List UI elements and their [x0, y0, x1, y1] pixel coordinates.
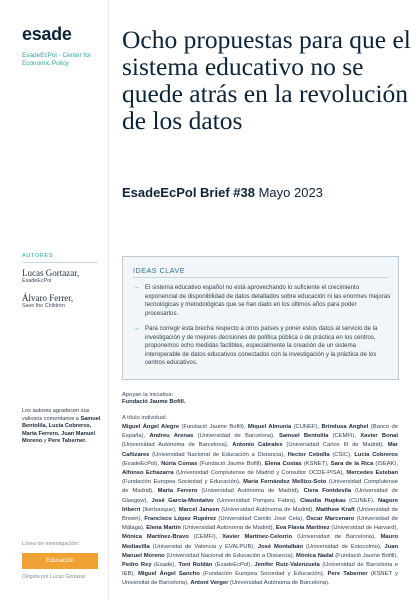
- contributor-name: Marcel Jansen: [178, 506, 220, 513]
- contributor-name: Miquel Almunia: [247, 424, 292, 430]
- contributor-affiliation: (EsadeEcPol),: [122, 460, 162, 467]
- esade-logo: esade: [22, 24, 72, 44]
- contributor-name: Francisco López Rupérez: [144, 516, 217, 523]
- research-line-badge[interactable]: Educación: [22, 553, 98, 569]
- contributor-name: Jenifer Ruiz-Valenzuela: [254, 562, 320, 569]
- author-entry: [22, 268, 102, 285]
- center-name: EsadeEcPol - Center for Economic Policy: [22, 52, 91, 67]
- contributor-affiliation: (Universidad Complutense de Madrid y Consultor OCDE-PISA),: [173, 470, 347, 477]
- contributor-affiliation: (Ikerbasque),: [140, 506, 179, 513]
- contributor-affiliation: (ISEAK),: [373, 460, 398, 467]
- key-idea-item: [133, 284, 391, 318]
- contributor-affiliation: (Esade),: [151, 562, 179, 569]
- contributor-name: Claudia Hupkau: [300, 497, 346, 504]
- contributor-affiliation: (Universidad Carlos III de Madrid),: [282, 442, 388, 449]
- contributor-affiliation: (CUNEF),: [345, 497, 379, 504]
- contributor-name: Xavier Bonal: [360, 433, 399, 440]
- contributor-name: Óscar Marcenaro: [306, 516, 355, 523]
- acknowledgements-last-name: Pere Taberner.: [48, 438, 87, 445]
- contributor-affiliation: (Universidad Complutense de Madrid),: [122, 479, 398, 495]
- contributor-name: José García-Montalvo: [151, 497, 214, 504]
- support-value: Fundació Jaume Bofill.: [122, 399, 186, 405]
- contributor-name: Mónica Martínez-Bravo: [122, 534, 189, 541]
- contributor-affiliation: (Universidad Autónoma de Barcelona).: [228, 580, 330, 587]
- contributor-affiliation: (KSNET y Universitat de Barcelona),: [122, 571, 398, 587]
- contributor-affiliation: (CSIC),: [329, 451, 355, 458]
- authors-label: AUTORES: [22, 253, 54, 259]
- contributor-affiliation: (Universidad Camilo José Cela),: [216, 516, 307, 523]
- acknowledgements-connector: y: [43, 438, 47, 445]
- research-line-label: Línea de investigación:: [22, 541, 80, 547]
- contributor-name: Xavier Martínez-Celorrio: [222, 534, 293, 541]
- contributor-affiliation: (Universidad de Barcelona),: [193, 433, 279, 440]
- acknowledgements: [22, 408, 102, 446]
- key-ideas-title: IDEAS CLAVE: [133, 266, 186, 275]
- contributor-name: Alfonso Echazarra: [122, 470, 174, 477]
- author-entry: [22, 293, 102, 310]
- contributor-name: Mercedes Esteban: [346, 470, 398, 477]
- brief-date: Mayo 2023: [258, 185, 323, 200]
- contributor-affiliation: (Universidad de Estocolmo),: [303, 543, 385, 550]
- contributor-affiliation: (Universidad Autónoma de Madrid),: [197, 488, 304, 495]
- contributor-affiliation: (Fundació Jaume Bofill),: [197, 460, 265, 467]
- contributor-name: Pere Taberner: [327, 571, 368, 578]
- contributor-name: Hector Cebolla: [287, 451, 330, 458]
- sidebar: [0, 0, 100, 600]
- authors-divider: [22, 262, 98, 263]
- acknowledgements-intro: Los autores agradecen sus valiosos comentarios a: [22, 408, 90, 422]
- contributor-affiliation: (Universidad Autónoma de Madrid),: [219, 506, 316, 513]
- contributor-name: Núria Comas: [161, 460, 198, 467]
- key-idea-text: Para corregir esta brecha respecto a otros países y poner estos datos al servicio de la investigación y de mejores decisiones de política pública o de práctica en los centros, proponemos ocho medidas factibles, especialmente la creación de un sistema interoperable de datos educativos conectados con la investigación y la práctica de los centros educativos.: [145, 325, 378, 366]
- contributor-affiliation: (Fundació Jaume Bofill),: [179, 424, 248, 430]
- contributor-name: Brindusa Anghel: [321, 424, 369, 430]
- contributor-affiliation: (Universidad Pompeu Fabra),: [213, 497, 301, 504]
- contributor-affiliation: (Universidad Autónoma de Barcelona),: [122, 442, 233, 449]
- contributor-affiliation: (Universidad Autónoma de Madrid),: [180, 525, 276, 532]
- contributor-name: Samuel Bentolila: [278, 433, 329, 440]
- contributor-name: Lucía Cobreros: [354, 451, 398, 458]
- contributor-affiliation: (KSNET),: [301, 460, 331, 467]
- contributor-name: Pedro Rey: [122, 562, 152, 569]
- contributor-affiliation: (Universitat de Valencia y EVALPUB),: [149, 543, 258, 550]
- contributor-affiliation: (Fundación Europea Sociedad y Educación),: [199, 571, 328, 578]
- research-line-director: Dirigida por Lucas Gortazar: [22, 574, 86, 580]
- contributor-name: Miguel Ángel Alegre: [122, 424, 180, 430]
- contributor-name: José Montalbán: [257, 543, 304, 550]
- author-affiliation: Save the Children: [22, 303, 65, 309]
- contributor-name: Mónica Nadal: [296, 552, 334, 559]
- contributor-name: Mar Cañizares: [122, 442, 398, 458]
- contributor-name: Ciera Fontdevila: [303, 488, 352, 495]
- contributor-affiliation: (Universidad de Barcelona),: [292, 534, 381, 541]
- key-idea-text: El sistema educativo español no está aprovechando lo suficiente el crecimiento exponencial de disponibilidad de datos detallados sobre educación ni las enormes mejoras tecnológicas y metodológicas que se han dado en los últimos años para poder procesarlos.: [145, 284, 391, 317]
- contributor-affiliation: (Universidad de Harvard),: [329, 525, 399, 532]
- key-ideas-box: [122, 256, 399, 380]
- contributor-affiliation: (Universidad de Brown),: [122, 506, 398, 523]
- contributor-name: Matthew Kraft: [316, 506, 355, 513]
- contributor-name: Sara de la Rica: [330, 460, 374, 467]
- contributor-name: Antonio Cabrales: [232, 442, 283, 449]
- arrow-right-icon: →: [133, 284, 140, 291]
- contributor-affiliation: (Universidad de Málaga),: [122, 516, 399, 532]
- contributor-affiliation: (Fundación Europea Sociedad y Educación),: [122, 479, 244, 486]
- contributor-affiliation: (CEMFI),: [328, 433, 361, 440]
- contributor-name: Toni Roldán: [178, 562, 213, 569]
- contributor-name: Juan Manuel Moreno: [122, 543, 399, 559]
- brief-series: EsadeEcPol Brief #38: [122, 185, 255, 200]
- contributor-affiliation: (Universidad de Barcelona e IEB),: [122, 562, 398, 578]
- contributors-list: [122, 423, 398, 589]
- contributor-name: Nagore Iriberri: [122, 497, 398, 513]
- acknowledgements-names: Samuel Bentolila, Lucía Cobreros, Marta Ferrero, Juan Manuel Moreno: [22, 415, 101, 445]
- contributor-affiliation: (Universidad Nacional de Educación a Distancia),: [164, 552, 297, 559]
- contributor-affiliation: (Universidad Nacional de Educación a Distancia),: [149, 451, 288, 458]
- contributor-name: María Fernández Mellizo-Soto: [243, 479, 327, 486]
- brief-line: [122, 185, 323, 200]
- column-divider: [108, 0, 109, 600]
- contributor-affiliation: (Banco de España),: [122, 424, 398, 440]
- key-idea-item: [133, 325, 391, 368]
- arrow-right-icon: →: [133, 325, 140, 332]
- individual-label: A título individual:: [122, 415, 168, 421]
- key-ideas-divider: [133, 277, 388, 278]
- document-title: Ocho propuestas para que el sistema educativo no se quede atrás en la revolución de los datos: [122, 25, 411, 135]
- contributor-name: Mauro Mediavilla: [122, 534, 398, 550]
- support-label: Apoyan la iniciativa:: [122, 392, 174, 398]
- contributor-affiliation: (CEMFI),: [188, 534, 223, 541]
- contributor-affiliation: (EsadeEcPol),: [212, 562, 255, 569]
- author-name: Álvaro Ferrer,: [22, 293, 74, 303]
- contributor-name: Miguel Ángel Sancho: [138, 571, 200, 578]
- contributor-name: Eva Flavia Martínez: [275, 525, 330, 532]
- contributor-affiliation: (CUNEF),: [291, 424, 322, 430]
- contributor-affiliation: (Universidad de Glasgow),: [122, 488, 398, 504]
- contributor-name: Andreu Arenas: [149, 433, 194, 440]
- contributor-name: Elena Costas: [264, 460, 302, 467]
- contributor-name: Elena Martín: [146, 525, 181, 532]
- author-affiliation: EsadeEcPol: [22, 278, 52, 284]
- contributor-affiliation: (Fundació Jaume Bofill),: [333, 552, 399, 559]
- contributor-name: Antoni Verger: [190, 580, 229, 587]
- author-name: Lucas Gortazar,: [22, 268, 80, 278]
- contributor-name: Marta Ferrero: [157, 488, 198, 495]
